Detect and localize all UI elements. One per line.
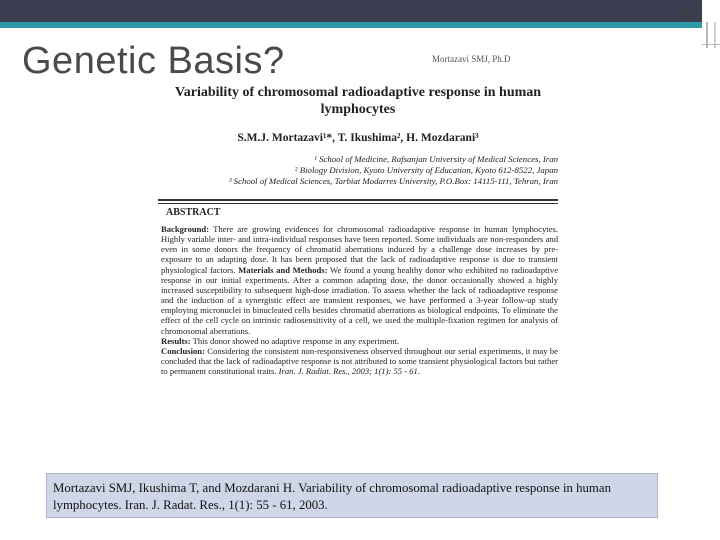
divider-thick [158,199,558,201]
slide-number: 26 [680,6,696,22]
divider-thin [158,203,558,204]
affiliation-3: ³ School of Medical Sciences, Tarbiat Modarres University, P.O.Box: 14115-111, Tehran, Iran [228,176,558,186]
affiliation-1: ¹ School of Medicine, Rafsanjan University of Medical Sciences, Iran [314,154,558,164]
top-bar [0,0,702,22]
top-bar-accent [0,22,702,28]
paper-affiliations [158,154,558,187]
paper-excerpt [158,84,558,376]
results-text: This donor showed no adaptive response in any experiment. [192,335,400,346]
abstract-heading: ABSTRACT [166,207,221,218]
methods-text: We found a young healthy donor who exhibited no radioadaptive response in our initial experiments. After a common adapting dose, the donor occasionally showed a highly increased susceptibility to subsequent high-dose irradiation. To assess whether the lack of radioadaptive response and the induction of a synergistic effect are transient responses, we have performed a 3-year follow-up study employing micronuclei in binucleated cells besides chromatid aberrations as biological endpoints. To eliminate the effect of the cell cycle on intrinsic radiosensitivity of a cell, we used the multiple-fixation regimen for analysis of chromosomal aberrations. [161,264,559,336]
affiliation-2: ² Biology Division, Kyoto University of Education, Kyoto 612-8522, Japan [294,165,558,175]
corner-line [702,44,720,45]
journal-reference: Iran. J. Radiat. Res., 2003; 1(1): 55 - 61. [278,366,420,377]
paper-title [158,84,558,118]
author-tag: Mortazavi SMJ, Ph.D [432,54,511,64]
paper-title-line2: lymphocytes [320,102,396,117]
background-text: There are growing evidences for chromosomal radioadaptive response in human lymphocytes. Highly variable inter- and intra-individual responses have been reported. Some individuals are non-responders and even in some donors the frequency of chromatid aberrations induced by a challenge dose increases by pre-exposure to an adapting dose. It has been proposed that the lack of radioadaptive response is due to transient physiological factors. [161,224,559,275]
citation-box: Mortazavi SMJ, Ikushima T, and Mozdarani H. Variability of chromosomal radioadaptive response in human lymphocytes. Iran. J. Radat. Res., 1(1): 55 - 61, 2003. [46,473,658,518]
results-label: Results: [161,335,191,346]
paper-title-line1: Variability of chromosomal radioadaptive response in human [174,85,542,100]
methods-label: Materials and Methods: [238,264,328,275]
conclusion-text: Considering the consistent non-responsiveness observed throughout our serial experiments, it may be concluded that the lack of radioadaptive response is not attributed to some transient physiological factors but rather to permanent constitutional traits. [161,345,558,377]
slide-title: Genetic Basis? [22,40,285,82]
background-label: Background: [161,224,210,234]
paper-authors: S.M.J. Mortazavi¹*, T. Ikushima², H. Mozdarani³ [237,132,479,144]
conclusion-label: Conclusion: [161,345,205,356]
abstract-body [161,224,558,376]
